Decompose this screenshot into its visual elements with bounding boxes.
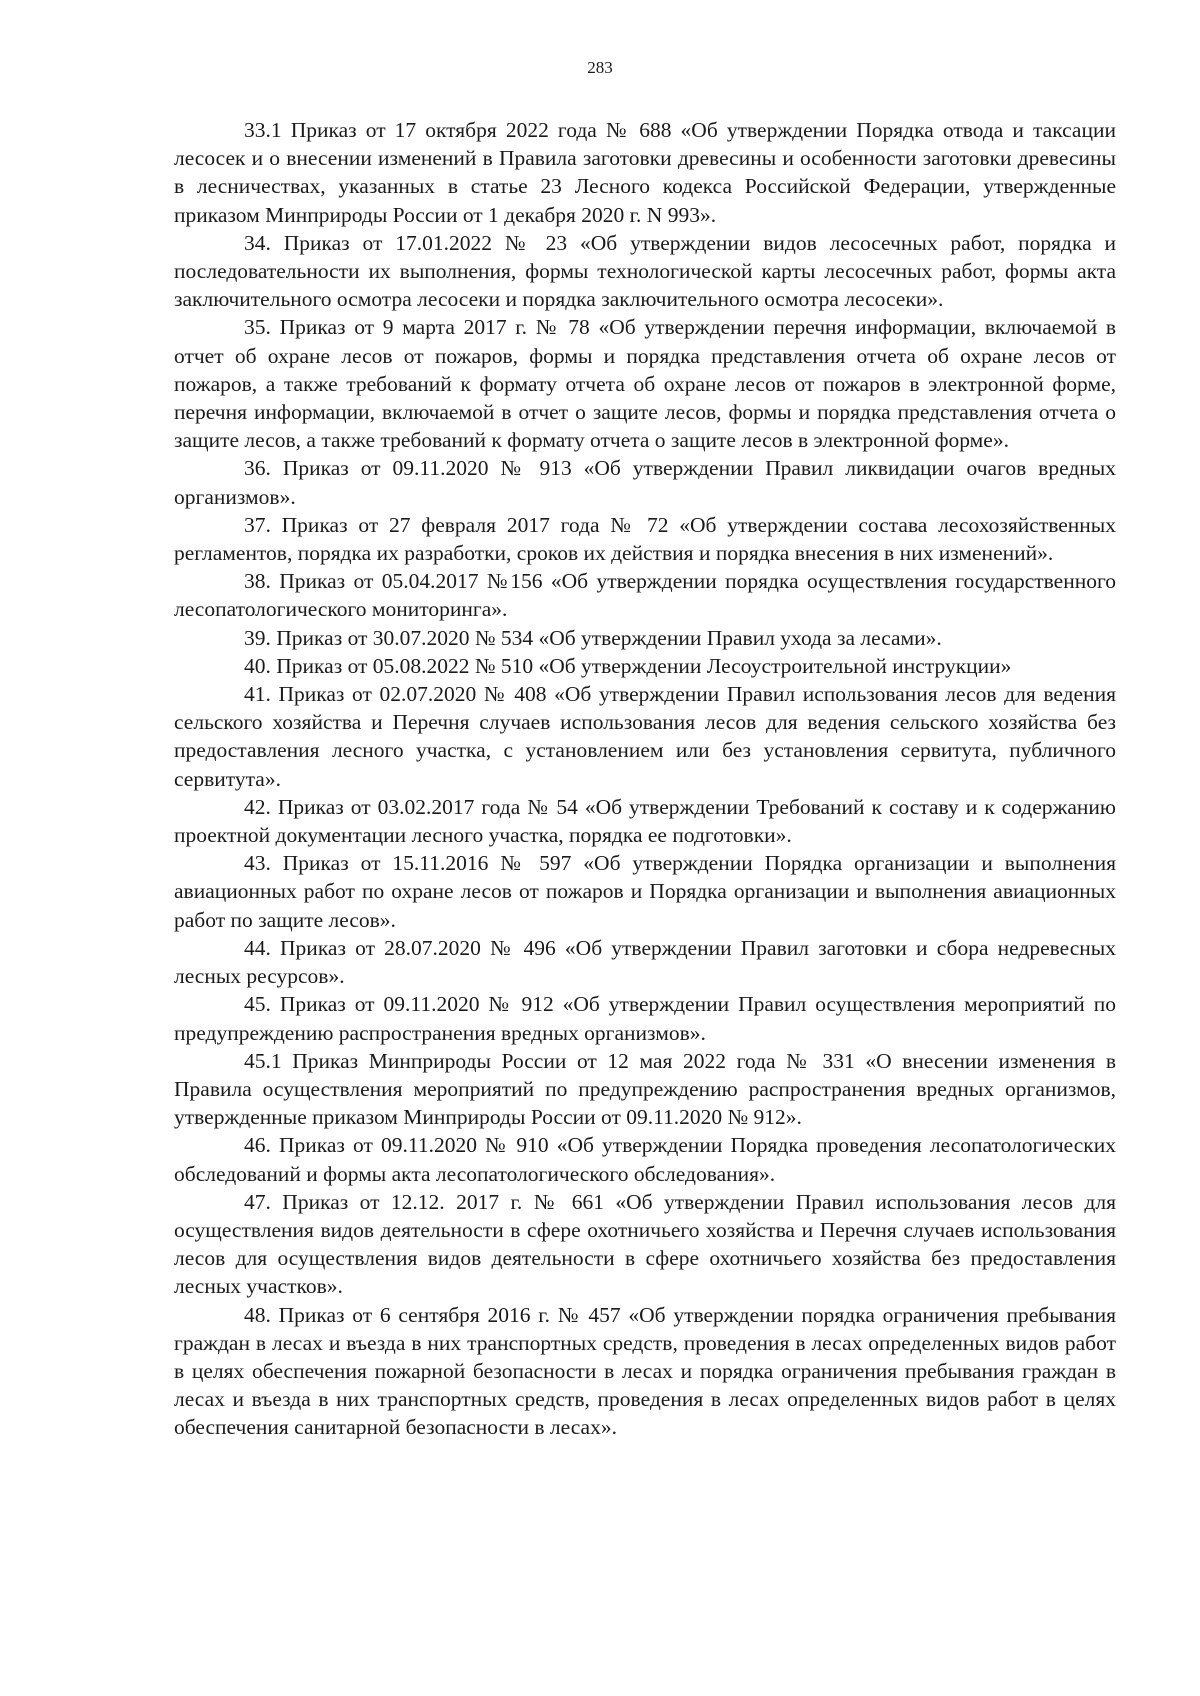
paragraph-47: 47. Приказ от 12.12. 2017 г. № 661 «Об утверждении Правил использования лесов для осуществления видов деятельности в сфере охотничьего хозяйства и Перечня случаев использования лесов для осуществления видов деятельности в сфере охотничьего хозяйства без предоставления лесных участков». [174, 1189, 1116, 1299]
paragraph-40: 40. Приказ от 05.08.2022 № 510 «Об утверждении Лесоустроительной инструкции» [244, 653, 1012, 678]
paragraph-45-1: 45.1 Приказ Минприроды России от 12 мая 2022 года № 331 «О внесении изменения в Правила осуществления мероприятий по предупреждению распространения вредных организмов, утвержденные приказом Минприроды России от 09.11.2020 № 912». [174, 1048, 1116, 1130]
paragraph-45: 45. Приказ от 09.11.2020 № 912 «Об утверждении Правил осуществления мероприятий по предупреждению распространения вредных организмов». [174, 992, 1116, 1045]
paragraph-38: 38. Приказ от 05.04.2017 №156 «Об утверждении порядка осуществления государственного лесопатологического мониторинга». [174, 569, 1116, 622]
paragraph-37: 37. Приказ от 27 февраля 2017 года № 72 «Об утверждении состава лесохозяйственных регламентов, порядка их разработки, сроков их действия и порядка внесения в них изменений». [174, 512, 1116, 566]
document-body [174, 116, 1116, 1442]
paragraph-44: 44. Приказ от 28.07.2020 № 496 «Об утверждении Правил заготовки и сбора недревесных лесных ресурсов». [174, 935, 1116, 989]
paragraph-35: 35. Приказ от 9 марта 2017 г. № 78 «Об утверждении перечня информации, включаемой в отчет об охране лесов от пожаров, формы и порядка представления отчета об охране лесов от пожаров, а также требований к формату отчета об охране лесов от пожаров в электронной форме, перечня информации, включаемой в отчет о защите лесов, формы и порядка представления отчета о защите лесов, а также требований к формату отчета о защите лесов в электронной форме». [174, 315, 1116, 453]
paragraph-46: 46. Приказ от 09.11.2020 № 910 «Об утверждении Порядка проведения лесопатологических обследований и формы акта лесопатологического обследования». [174, 1133, 1116, 1186]
paragraph-33-1: 33.1 Приказ от 17 октября 2022 года № 688 «Об утверждении Порядка отвода и таксации лесосек и о внесении изменений в Правила заготовки древесины и особенности заготовки древесины в лесничествах, указанных в статье 23 Лесного кодекса Российской Федерации, утвержденные приказом Минприроды России от 1 декабря 2020 г. N 993». [174, 118, 1116, 227]
paragraph-39: 39. Приказ от 30.07.2020 № 534 «Об утверждении Правил ухода за лесами». [244, 625, 942, 650]
paragraph-34: 34. Приказ от 17.01.2022 № 23 «Об утверждении видов лесосечных работ, порядка и последовательности их выполнения, формы технологической карты лесосечных работ, формы акта заключительного осмотра лесосеки и порядка заключительного осмотра лесосеки». [174, 230, 1116, 312]
paragraph-48: 48. Приказ от 6 сентября 2016 г. № 457 «Об утверждении порядка ограничения пребывания граждан в лесах и въезда в них транспортных средств, проведения в лесах определенных видов работ в целях обеспечения пожарной безопасности в лесах и порядка ограничения пребывания граждан в лесах и въезда в них транспортных средств, проведения в лесах определенных видов работ в целях обеспечения санитарной безопасности в лесах». [174, 1302, 1116, 1440]
paragraph-43: 43. Приказ от 15.11.2016 № 597 «Об утверждении Порядка организации и выполнения авиационных работ по охране лесов от пожаров и Порядка организации и выполнения авиационных работ по защите лесов». [174, 851, 1116, 932]
paragraph-41: 41. Приказ от 02.07.2020 № 408 «Об утверждении Правил использования лесов для ведения сельского хозяйства и Перечня случаев использования лесов для ведения сельского хозяйства без предоставления лесного участка, с установлением или без установления сервитута, публичного сервитута». [174, 682, 1116, 791]
paragraph-42: 42. Приказ от 03.02.2017 года № 54 «Об утверждении Требований к составу и к содержанию проектной документации лесного участка, порядка ее подготовки». [174, 794, 1116, 848]
paragraph-36: 36. Приказ от 09.11.2020 № 913 «Об утверждении Правил ликвидации очагов вредных организмов». [174, 456, 1116, 509]
page-number: 283 [587, 58, 613, 77]
